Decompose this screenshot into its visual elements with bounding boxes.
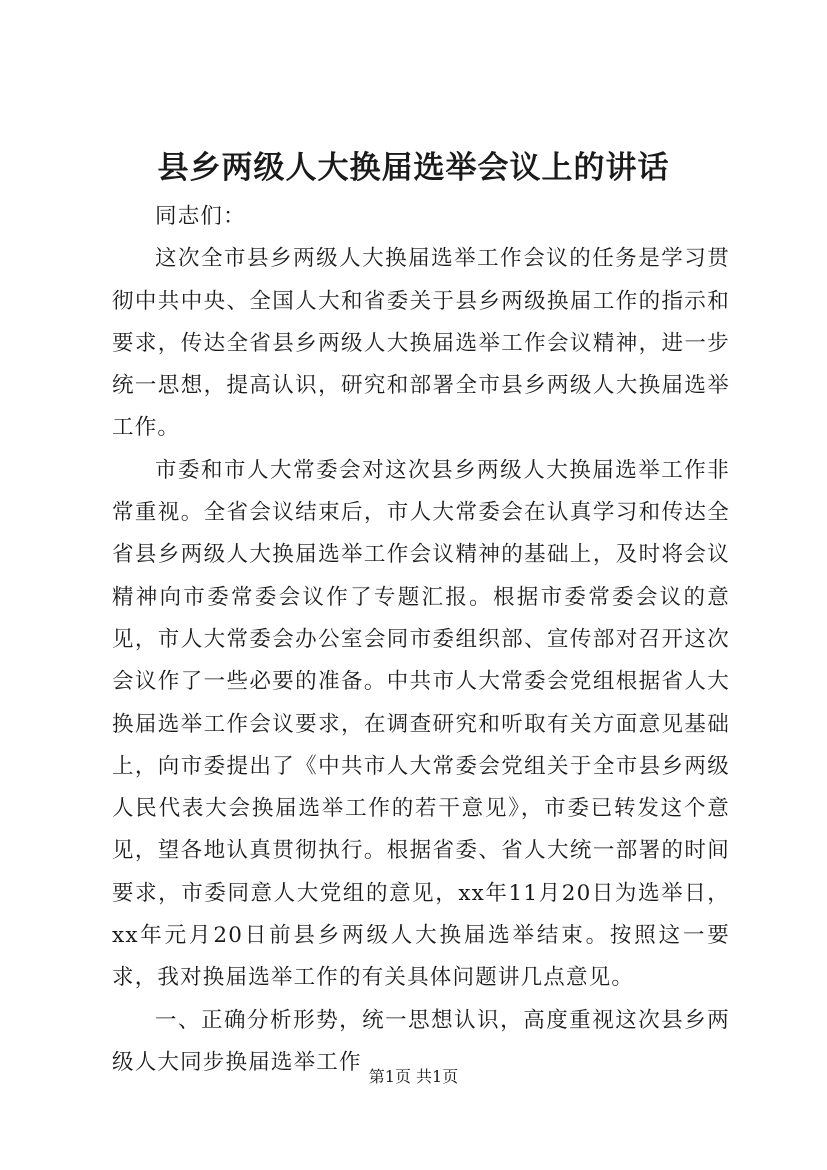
page-title: 县乡两级人大换届选举会议上的讲话 [157, 150, 670, 186]
section-heading: 一、正确分析形势，统一思想认识，高度重视这次县乡两级人大同步换届选举工作 [112, 1007, 730, 1075]
page-total: 共1页 [416, 1067, 459, 1086]
salutation: 同志们： [155, 204, 246, 229]
document-body [112, 196, 730, 1084]
page-number: 第1页 [368, 1067, 411, 1086]
page-footer [0, 1066, 827, 1088]
paragraph: 市委和市人大常委会对这次县乡两级人大换届选举工作非常重视。全省会议结束后，市人大常委会在认真学习和传达全省县乡两级人大换届选举工作会议精神的基础上，及时将会议精神向市委常委会议作了专题汇报。根据市委常委会议的意见，市人大常委会办公室会同市委组织部、宣传部对召开这次会议作了一些必要的准备。中共市人大常委会党组根据省人大换届选举工作会议要求，在调查研究和听取有关方面意见基础上，向市委提出了《中共市人大常委会党组关于全市县乡两级人民代表大会换届选举工作的若干意见》，市委已转发这个意见，望各地认真贯彻执行。根据省委、省人大统一部署的时间要求，市委同意人大党组的意见，xx年11月20日为选举日，xx年元月20日前县乡两级人大换届选举结束。按照这一要求，我对换届选举工作的有关具体问题讲几点意见。 [112, 457, 730, 991]
paragraph: 这次全市县乡两级人大换届选举工作会议的任务是学习贯彻中共中央、全国人大和省委关于县乡两级换届工作的指示和要求，传达全省县乡两级人大换届选举工作会议精神，进一步统一思想，提高认识，研究和部署全市县乡两级人大换届选举工作。 [112, 246, 730, 441]
